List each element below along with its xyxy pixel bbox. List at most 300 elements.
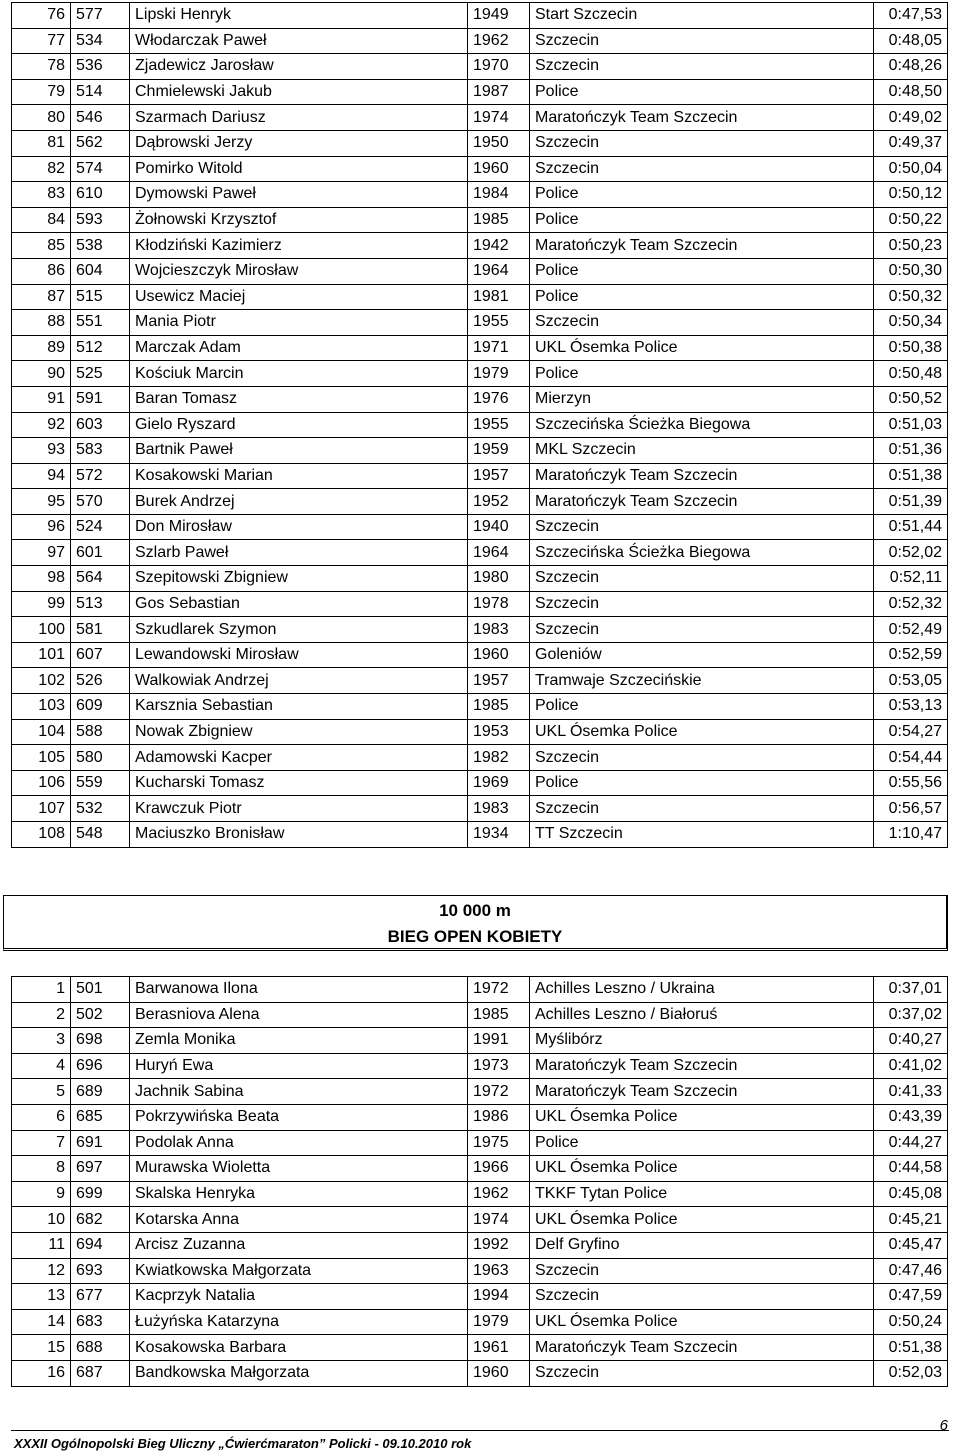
cell-time: 0:53,13 <box>874 694 948 720</box>
cell-bib: 593 <box>71 207 130 233</box>
cell-year: 1985 <box>468 694 530 720</box>
cell-name: Burek Andrzej <box>130 489 468 515</box>
cell-year: 1971 <box>468 335 530 361</box>
cell-place: 11 <box>12 1232 71 1258</box>
cell-name: Bartnik Paweł <box>130 438 468 464</box>
cell-club: Szczecin <box>530 514 874 540</box>
cell-place: 7 <box>12 1130 71 1156</box>
cell-place: 6 <box>12 1104 71 1130</box>
cell-name: Kucharski Tomasz <box>130 770 468 796</box>
men-results-table <box>11 2 948 848</box>
cell-club: Maratończyk Team Szczecin <box>530 1079 874 1105</box>
cell-time: 0:43,39 <box>874 1104 948 1130</box>
cell-place: 103 <box>12 694 71 720</box>
cell-place: 76 <box>12 3 71 29</box>
cell-place: 3 <box>12 1028 71 1054</box>
cell-name: Maciuszko Bronisław <box>130 822 468 848</box>
cell-year: 1978 <box>468 591 530 617</box>
cell-club: Delf Gryfino <box>530 1232 874 1258</box>
cell-time: 0:51,39 <box>874 489 948 515</box>
cell-club: Szczecin <box>530 591 874 617</box>
cell-bib: 693 <box>71 1258 130 1284</box>
cell-time: 0:44,58 <box>874 1156 948 1182</box>
cell-name: Mania Piotr <box>130 310 468 336</box>
cell-club: Police <box>530 258 874 284</box>
cell-time: 0:50,48 <box>874 361 948 387</box>
cell-year: 1985 <box>468 207 530 233</box>
cell-place: 88 <box>12 310 71 336</box>
cell-name: Kotarska Anna <box>130 1207 468 1233</box>
cell-time: 0:50,32 <box>874 284 948 310</box>
section-category: BIEG OPEN KOBIETY <box>387 927 563 946</box>
table-row <box>12 1130 948 1156</box>
cell-name: Arcisz Zuzanna <box>130 1232 468 1258</box>
men-results-body <box>12 3 948 848</box>
table-row <box>12 770 948 796</box>
cell-time: 0:47,46 <box>874 1258 948 1284</box>
cell-club: UKL Ósemka Police <box>530 1207 874 1233</box>
cell-bib: 538 <box>71 233 130 259</box>
cell-place: 102 <box>12 668 71 694</box>
cell-year: 1980 <box>468 566 530 592</box>
table-row <box>12 566 948 592</box>
cell-year: 1949 <box>468 3 530 29</box>
cell-place: 9 <box>12 1181 71 1207</box>
cell-name: Pomirko Witold <box>130 156 468 182</box>
cell-year: 1986 <box>468 1104 530 1130</box>
cell-place: 98 <box>12 566 71 592</box>
cell-bib: 689 <box>71 1079 130 1105</box>
cell-bib: 525 <box>71 361 130 387</box>
cell-place: 2 <box>12 1002 71 1028</box>
cell-name: Szarmach Dariusz <box>130 105 468 131</box>
cell-place: 77 <box>12 28 71 54</box>
cell-club: Mierzyn <box>530 386 874 412</box>
cell-place: 10 <box>12 1207 71 1233</box>
table-row <box>12 310 948 336</box>
women-results-body <box>12 977 948 1387</box>
cell-time: 0:45,08 <box>874 1181 948 1207</box>
cell-bib: 687 <box>71 1360 130 1386</box>
cell-bib: 546 <box>71 105 130 131</box>
table-row <box>12 182 948 208</box>
cell-time: 1:10,47 <box>874 822 948 848</box>
cell-place: 16 <box>12 1360 71 1386</box>
table-row <box>12 79 948 105</box>
cell-year: 1963 <box>468 1258 530 1284</box>
cell-time: 0:50,52 <box>874 386 948 412</box>
cell-bib: 609 <box>71 694 130 720</box>
table-row <box>12 1028 948 1054</box>
cell-club: Police <box>530 1130 874 1156</box>
cell-year: 1972 <box>468 1079 530 1105</box>
cell-bib: 514 <box>71 79 130 105</box>
cell-year: 1961 <box>468 1335 530 1361</box>
cell-bib: 562 <box>71 130 130 156</box>
cell-time: 0:51,44 <box>874 514 948 540</box>
cell-name: Kłodziński Kazimierz <box>130 233 468 259</box>
cell-club: Szczecin <box>530 566 874 592</box>
footer-event-title: XXXII Ogólnopolski Bieg Uliczny „Ćwierćmaraton” Policki - 09.10.2010 rok <box>14 1436 472 1451</box>
cell-bib: 532 <box>71 796 130 822</box>
cell-club: Szczecińska Ścieżka Biegowa <box>530 540 874 566</box>
cell-bib: 501 <box>71 977 130 1003</box>
cell-bib: 536 <box>71 54 130 80</box>
cell-club: TKKF Tytan Police <box>530 1181 874 1207</box>
cell-time: 0:51,36 <box>874 438 948 464</box>
cell-name: Gos Sebastian <box>130 591 468 617</box>
cell-name: Huryń Ewa <box>130 1053 468 1079</box>
cell-place: 14 <box>12 1309 71 1335</box>
cell-bib: 564 <box>71 566 130 592</box>
cell-club: Maratończyk Team Szczecin <box>530 463 874 489</box>
cell-club: Szczecin <box>530 310 874 336</box>
cell-club: Police <box>530 284 874 310</box>
cell-time: 0:51,38 <box>874 1335 948 1361</box>
table-row <box>12 1002 948 1028</box>
cell-bib: 694 <box>71 1232 130 1258</box>
cell-time: 0:48,50 <box>874 79 948 105</box>
cell-name: Zemla Monika <box>130 1028 468 1054</box>
cell-place: 8 <box>12 1156 71 1182</box>
table-row <box>12 1207 948 1233</box>
cell-bib: 577 <box>71 3 130 29</box>
table-row <box>12 796 948 822</box>
section-header <box>3 895 948 951</box>
cell-club: Police <box>530 207 874 233</box>
cell-time: 0:50,38 <box>874 335 948 361</box>
cell-club: UKL Ósemka Police <box>530 719 874 745</box>
cell-year: 1985 <box>468 1002 530 1028</box>
table-row <box>12 489 948 515</box>
cell-bib: 591 <box>71 386 130 412</box>
cell-year: 1942 <box>468 233 530 259</box>
cell-time: 0:55,56 <box>874 770 948 796</box>
cell-year: 1983 <box>468 796 530 822</box>
cell-place: 1 <box>12 977 71 1003</box>
cell-bib: 682 <box>71 1207 130 1233</box>
cell-time: 0:49,02 <box>874 105 948 131</box>
cell-club: Maratończyk Team Szczecin <box>530 1335 874 1361</box>
cell-bib: 588 <box>71 719 130 745</box>
cell-place: 85 <box>12 233 71 259</box>
cell-club: Achilles Leszno / Ukraina <box>530 977 874 1003</box>
cell-club: Szczecin <box>530 745 874 771</box>
cell-place: 96 <box>12 514 71 540</box>
table-row <box>12 642 948 668</box>
cell-club: UKL Ósemka Police <box>530 335 874 361</box>
cell-year: 1962 <box>468 28 530 54</box>
cell-year: 1984 <box>468 182 530 208</box>
table-row <box>12 1335 948 1361</box>
cell-year: 1994 <box>468 1284 530 1310</box>
cell-name: Karsznia Sebastian <box>130 694 468 720</box>
cell-year: 1979 <box>468 361 530 387</box>
table-row <box>12 156 948 182</box>
cell-club: Police <box>530 694 874 720</box>
cell-name: Dymowski Paweł <box>130 182 468 208</box>
cell-club: Start Szczecin <box>530 3 874 29</box>
cell-place: 78 <box>12 54 71 80</box>
cell-name: Włodarczak Paweł <box>130 28 468 54</box>
cell-name: Krawczuk Piotr <box>130 796 468 822</box>
cell-place: 93 <box>12 438 71 464</box>
cell-bib: 574 <box>71 156 130 182</box>
cell-name: Skalska Henryka <box>130 1181 468 1207</box>
cell-name: Szkudlarek Szymon <box>130 617 468 643</box>
table-row <box>12 258 948 284</box>
cell-bib: 696 <box>71 1053 130 1079</box>
cell-name: Podolak Anna <box>130 1130 468 1156</box>
cell-place: 82 <box>12 156 71 182</box>
cell-club: Szczecin <box>530 28 874 54</box>
cell-name: Jachnik Sabina <box>130 1079 468 1105</box>
cell-bib: 604 <box>71 258 130 284</box>
cell-club: Szczecin <box>530 54 874 80</box>
cell-club: Tramwaje Szczecińskie <box>530 668 874 694</box>
cell-year: 1962 <box>468 1181 530 1207</box>
cell-time: 0:41,02 <box>874 1053 948 1079</box>
table-row <box>12 54 948 80</box>
cell-name: Don Mirosław <box>130 514 468 540</box>
cell-year: 1952 <box>468 489 530 515</box>
cell-place: 108 <box>12 822 71 848</box>
table-row <box>12 207 948 233</box>
table-row <box>12 28 948 54</box>
cell-time: 0:37,01 <box>874 977 948 1003</box>
cell-time: 0:50,12 <box>874 182 948 208</box>
cell-place: 94 <box>12 463 71 489</box>
cell-name: Wojcieszczyk Mirosław <box>130 258 468 284</box>
cell-bib: 513 <box>71 591 130 617</box>
cell-club: Szczecin <box>530 796 874 822</box>
cell-year: 1959 <box>468 438 530 464</box>
cell-name: Adamowski Kacper <box>130 745 468 771</box>
cell-place: 104 <box>12 719 71 745</box>
cell-year: 1957 <box>468 463 530 489</box>
cell-club: Szczecin <box>530 617 874 643</box>
table-row <box>12 1079 948 1105</box>
cell-time: 0:49,37 <box>874 130 948 156</box>
table-row <box>12 105 948 131</box>
table-row <box>12 822 948 848</box>
cell-year: 1992 <box>468 1232 530 1258</box>
cell-place: 91 <box>12 386 71 412</box>
cell-club: UKL Ósemka Police <box>530 1156 874 1182</box>
cell-club: Goleniów <box>530 642 874 668</box>
cell-year: 1987 <box>468 79 530 105</box>
table-row <box>12 591 948 617</box>
table-row <box>12 438 948 464</box>
cell-place: 107 <box>12 796 71 822</box>
table-row <box>12 284 948 310</box>
cell-year: 1960 <box>468 642 530 668</box>
cell-bib: 570 <box>71 489 130 515</box>
cell-name: Barwanowa Ilona <box>130 977 468 1003</box>
table-row <box>12 668 948 694</box>
cell-place: 12 <box>12 1258 71 1284</box>
table-row <box>12 1360 948 1386</box>
cell-club: Szczecin <box>530 1360 874 1386</box>
cell-bib: 697 <box>71 1156 130 1182</box>
cell-time: 0:48,26 <box>874 54 948 80</box>
cell-bib: 601 <box>71 540 130 566</box>
cell-club: Police <box>530 770 874 796</box>
cell-place: 15 <box>12 1335 71 1361</box>
cell-time: 0:51,03 <box>874 412 948 438</box>
cell-place: 89 <box>12 335 71 361</box>
cell-bib: 685 <box>71 1104 130 1130</box>
table-row <box>12 361 948 387</box>
table-row <box>12 3 948 29</box>
table-row <box>12 1053 948 1079</box>
cell-time: 0:45,21 <box>874 1207 948 1233</box>
cell-time: 0:54,27 <box>874 719 948 745</box>
cell-club: Szczecin <box>530 156 874 182</box>
cell-club: Maratończyk Team Szczecin <box>530 1053 874 1079</box>
table-row <box>12 233 948 259</box>
cell-time: 0:45,47 <box>874 1232 948 1258</box>
cell-name: Pokrzywińska Beata <box>130 1104 468 1130</box>
cell-year: 1975 <box>468 1130 530 1156</box>
cell-time: 0:52,59 <box>874 642 948 668</box>
table-row <box>12 412 948 438</box>
cell-place: 4 <box>12 1053 71 1079</box>
cell-time: 0:52,32 <box>874 591 948 617</box>
cell-bib: 548 <box>71 822 130 848</box>
table-row <box>12 1284 948 1310</box>
cell-bib: 572 <box>71 463 130 489</box>
cell-year: 1974 <box>468 1207 530 1233</box>
cell-bib: 502 <box>71 1002 130 1028</box>
cell-place: 83 <box>12 182 71 208</box>
cell-time: 0:50,04 <box>874 156 948 182</box>
cell-time: 0:50,34 <box>874 310 948 336</box>
cell-club: Szczecin <box>530 1258 874 1284</box>
cell-name: Gielo Ryszard <box>130 412 468 438</box>
cell-club: Szczecin <box>530 130 874 156</box>
cell-bib: 699 <box>71 1181 130 1207</box>
cell-year: 1972 <box>468 977 530 1003</box>
cell-place: 84 <box>12 207 71 233</box>
cell-bib: 551 <box>71 310 130 336</box>
cell-club: UKL Ósemka Police <box>530 1104 874 1130</box>
cell-bib: 691 <box>71 1130 130 1156</box>
cell-time: 0:52,49 <box>874 617 948 643</box>
cell-bib: 524 <box>71 514 130 540</box>
cell-year: 1974 <box>468 105 530 131</box>
cell-name: Dąbrowski Jerzy <box>130 130 468 156</box>
cell-name: Usewicz Maciej <box>130 284 468 310</box>
cell-club: Police <box>530 79 874 105</box>
cell-name: Szlarb Paweł <box>130 540 468 566</box>
cell-club: Myślibórz <box>530 1028 874 1054</box>
cell-year: 1934 <box>468 822 530 848</box>
cell-place: 90 <box>12 361 71 387</box>
cell-bib: 583 <box>71 438 130 464</box>
cell-year: 1991 <box>468 1028 530 1054</box>
cell-year: 1964 <box>468 258 530 284</box>
cell-time: 0:52,11 <box>874 566 948 592</box>
cell-club: Szczecińska Ścieżka Biegowa <box>530 412 874 438</box>
table-row <box>12 386 948 412</box>
cell-time: 0:50,30 <box>874 258 948 284</box>
cell-time: 0:37,02 <box>874 1002 948 1028</box>
table-row <box>12 540 948 566</box>
cell-name: Łużyńska Katarzyna <box>130 1309 468 1335</box>
cell-place: 95 <box>12 489 71 515</box>
cell-name: Kosakowska Barbara <box>130 1335 468 1361</box>
cell-bib: 512 <box>71 335 130 361</box>
cell-name: Chmielewski Jakub <box>130 79 468 105</box>
cell-name: Berasniova Alena <box>130 1002 468 1028</box>
cell-place: 79 <box>12 79 71 105</box>
cell-place: 100 <box>12 617 71 643</box>
cell-name: Baran Tomasz <box>130 386 468 412</box>
cell-time: 0:51,38 <box>874 463 948 489</box>
cell-year: 1957 <box>468 668 530 694</box>
cell-time: 0:53,05 <box>874 668 948 694</box>
cell-year: 1976 <box>468 386 530 412</box>
section-distance: 10 000 m <box>439 901 511 920</box>
cell-bib: 515 <box>71 284 130 310</box>
cell-time: 0:56,57 <box>874 796 948 822</box>
cell-time: 0:48,05 <box>874 28 948 54</box>
cell-club: UKL Ósemka Police <box>530 1309 874 1335</box>
cell-bib: 698 <box>71 1028 130 1054</box>
cell-time: 0:52,03 <box>874 1360 948 1386</box>
table-row <box>12 977 948 1003</box>
cell-year: 1983 <box>468 617 530 643</box>
cell-time: 0:52,02 <box>874 540 948 566</box>
cell-name: Szepitowski Zbigniew <box>130 566 468 592</box>
table-row <box>12 463 948 489</box>
cell-name: Żołnowski Krzysztof <box>130 207 468 233</box>
cell-bib: 603 <box>71 412 130 438</box>
cell-name: Bandkowska Małgorzata <box>130 1360 468 1386</box>
cell-club: Szczecin <box>530 1284 874 1310</box>
cell-year: 1940 <box>468 514 530 540</box>
cell-club: Maratończyk Team Szczecin <box>530 233 874 259</box>
cell-year: 1981 <box>468 284 530 310</box>
cell-name: Walkowiak Andrzej <box>130 668 468 694</box>
table-row <box>12 1232 948 1258</box>
cell-time: 0:41,33 <box>874 1079 948 1105</box>
cell-bib: 677 <box>71 1284 130 1310</box>
cell-bib: 610 <box>71 182 130 208</box>
cell-place: 87 <box>12 284 71 310</box>
footer-divider <box>11 1430 949 1431</box>
cell-name: Lipski Henryk <box>130 3 468 29</box>
cell-time: 0:50,23 <box>874 233 948 259</box>
cell-club: Maratończyk Team Szczecin <box>530 105 874 131</box>
table-row <box>12 617 948 643</box>
table-row <box>12 1309 948 1335</box>
cell-place: 13 <box>12 1284 71 1310</box>
table-row <box>12 335 948 361</box>
cell-name: Lewandowski Mirosław <box>130 642 468 668</box>
cell-name: Zjadewicz Jarosław <box>130 54 468 80</box>
table-row <box>12 514 948 540</box>
cell-time: 0:50,24 <box>874 1309 948 1335</box>
cell-bib: 580 <box>71 745 130 771</box>
cell-year: 1953 <box>468 719 530 745</box>
table-row <box>12 1181 948 1207</box>
cell-name: Kwiatkowska Małgorzata <box>130 1258 468 1284</box>
table-row <box>12 1258 948 1284</box>
table-row <box>12 719 948 745</box>
cell-name: Kosakowski Marian <box>130 463 468 489</box>
